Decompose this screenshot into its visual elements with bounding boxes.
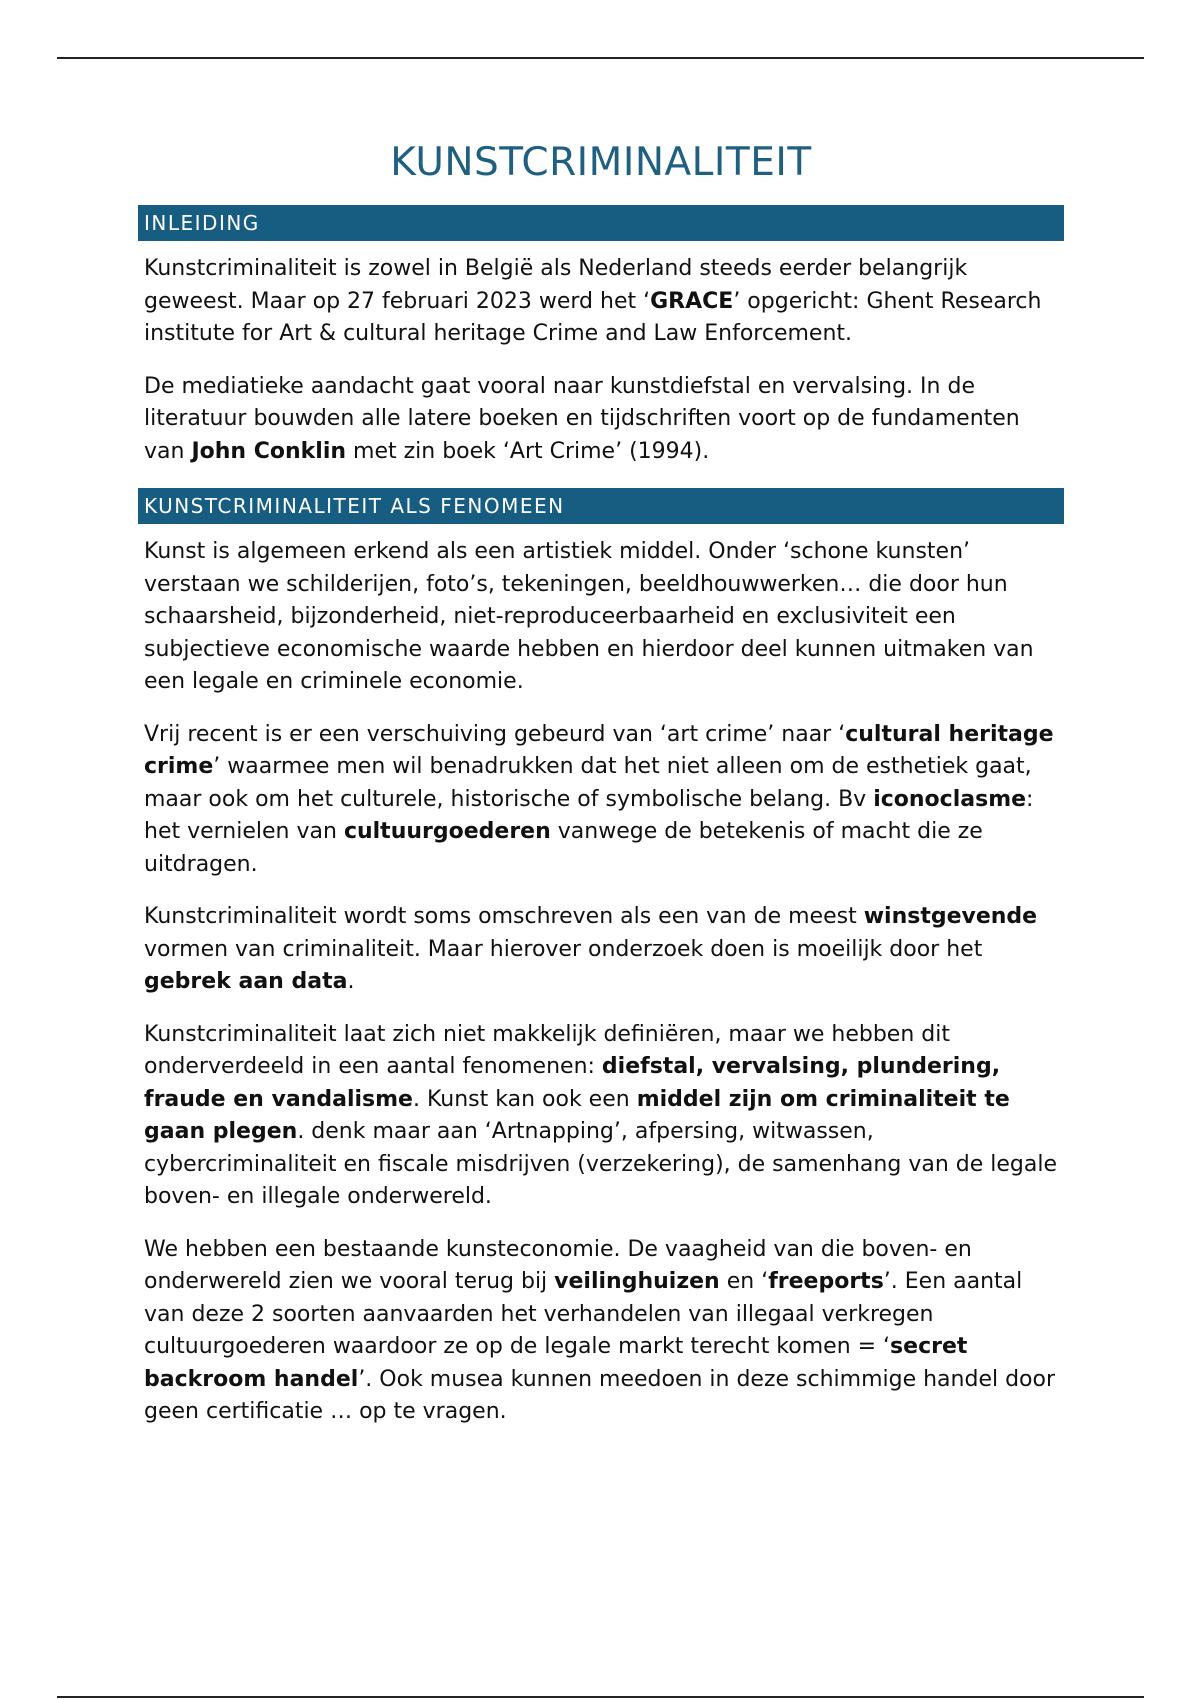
paragraph xyxy=(138,1234,1064,1429)
text-run: Kunstcriminaliteit is zowel in België als Nederland steeds eerder belangrijk geweest. Maar op 27 februari 2023 werd het ‘ xyxy=(144,256,968,314)
section-heading-fenomeen: KUNSTCRIMINALITEIT ALS FENOMEEN xyxy=(138,488,1064,524)
paragraph xyxy=(138,253,1064,351)
bold-term: John Conklin xyxy=(191,438,347,464)
bold-term: freeports xyxy=(768,1269,884,1294)
bold-term: iconoclasme xyxy=(873,786,1027,812)
paragraph xyxy=(138,536,1064,699)
text-run: We hebben een bestaande kunsteconomie. De vaagheid van die boven- en onderwereld zien we vooral terug bij xyxy=(144,1236,972,1294)
text-run: ’. Ook musea kunnen meedoen in deze schimmige handel door geen certificatie … op te vragen. xyxy=(144,1366,1056,1424)
bold-term: gebrek aan data xyxy=(144,969,348,994)
bold-term: veilinghuizen xyxy=(554,1269,720,1294)
paragraph xyxy=(138,901,1064,999)
text-run: en ‘ xyxy=(719,1269,769,1294)
document-title: KUNSTCRIMINALITEIT xyxy=(390,140,812,185)
document-body xyxy=(138,140,1064,1449)
text-run: : het vernielen van xyxy=(144,786,1034,844)
paragraph xyxy=(138,371,1064,469)
text-run: . denk maar aan ‘Artnapping’, afpersing, witwassen, cybercriminaliteit en fiscale misdrijven (verzekering), de samenhang van de legale boven- en illegale onderwereld. xyxy=(144,1119,1057,1209)
bold-term: diefstal, vervalsing, plundering, fraude en vandalisme xyxy=(144,1054,1001,1112)
paragraph xyxy=(138,719,1064,882)
top-rule xyxy=(57,57,1144,59)
text-run: Kunstcriminaliteit wordt soms omschreven als een van de meest xyxy=(144,904,864,929)
text-run: ’. Een aantal van deze 2 soorten aanvaarden het verhandelen van illegaal verkregen cultuurgoederen waardoor ze op de legale markt terecht komen = ‘ xyxy=(144,1269,1023,1359)
bottom-rule xyxy=(57,1696,1144,1698)
text-run: ’ opgericht: Ghent Research institute for Art & cultural heritage Crime and Law Enforcement. xyxy=(144,288,1042,346)
section-heading-inleiding: INLEIDING xyxy=(138,205,1064,241)
text-run: vanwege de betekenis of macht die ze uitdragen. xyxy=(144,819,983,877)
text-run: De mediatieke aandacht gaat vooral naar kunstdiefstal en vervalsing. In de literatuur bouwden alle latere boeken en tijdschriften voort op de fundamenten van xyxy=(144,373,1020,464)
text-run: Kunstcriminaliteit laat zich niet makkelijk definiëren, maar we hebben dit onderverdeeld in een aantal fenomenen: xyxy=(144,1021,950,1079)
bold-term: cultuurgoederen xyxy=(343,819,551,844)
bold-term: winstgevende xyxy=(863,904,1038,929)
bold-term: cultural heritage crime xyxy=(144,721,1054,779)
text-run: met zin boek ‘Art Crime’ (1994). xyxy=(346,438,710,464)
text-run: ’ waarmee men wil benadrukken dat het niet alleen om de esthetiek gaat, maar ook om het culturele, historische of symbolische belang. Bv xyxy=(144,754,1032,812)
bold-term: secret backroom handel xyxy=(144,1334,968,1392)
text-run: Vrij recent is er een verschuiving gebeurd van ‘art crime’ naar ‘ xyxy=(144,721,846,747)
bold-term: GRACE xyxy=(650,288,734,314)
paragraph xyxy=(138,1019,1064,1214)
text-run: . Kunst kan ook een xyxy=(412,1086,637,1112)
text-run: . xyxy=(347,969,355,994)
bold-term: middel zijn om criminaliteit te gaan plegen xyxy=(144,1086,1010,1144)
text-run: vormen van criminaliteit. Maar hierover onderzoek doen is moeilijk door het xyxy=(144,936,983,962)
text-run: Kunst is algemeen erkend als een artistiek middel. Onder ‘schone kunsten’ verstaan we schilderijen, foto’s, tekeningen, beeldhouwwerken… die door hun schaarsheid, bijzonderheid, niet-reproduceerbaarheid en exclusiviteit een subjectieve economische waarde hebben en hierdoor deel kunnen uitmaken van een legale en criminele economie. xyxy=(144,539,1034,694)
